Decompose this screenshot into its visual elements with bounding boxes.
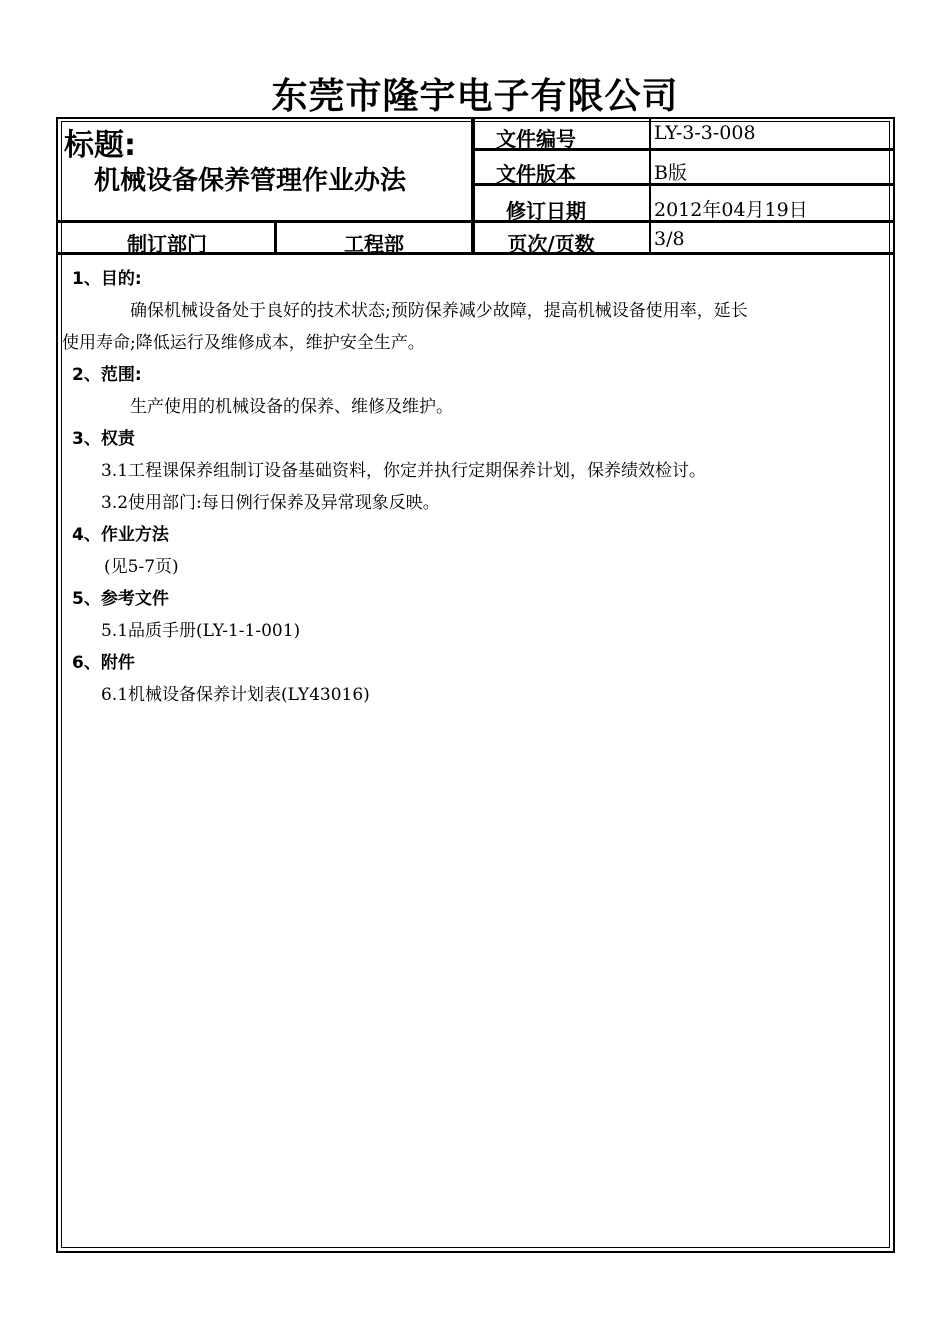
version-label: 文件版本 bbox=[496, 162, 576, 186]
section-5-heading: 5、参考文件 bbox=[72, 589, 169, 609]
version-value: B版 bbox=[654, 162, 687, 184]
section-1-line-2: 使用寿命;降低运行及维修成本，维护安全生产。 bbox=[62, 333, 425, 353]
dept-value: 工程部 bbox=[344, 232, 404, 256]
section-3-item-2: 3.2使用部门:每日例行保养及异常现象反映。 bbox=[101, 493, 440, 513]
section-6-item-1: 6.1机械设备保养计划表(LY43016) bbox=[101, 685, 370, 705]
document-title: 机械设备保养管理作业办法 bbox=[94, 166, 407, 196]
revise-date-value: 2012年04月19日 bbox=[654, 199, 808, 221]
section-2-line-1: 生产使用的机械设备的保养、维修及维护。 bbox=[130, 397, 453, 417]
title-label: 标题: bbox=[64, 128, 136, 163]
section-6-heading: 6、附件 bbox=[72, 653, 135, 673]
section-3-heading: 3、权责 bbox=[72, 429, 135, 449]
doc-no-value: LY-3-3-008 bbox=[654, 122, 756, 144]
section-2-heading: 2、范围: bbox=[72, 365, 142, 385]
page-value: 3/8 bbox=[654, 228, 685, 250]
dept-label: 制订部门 bbox=[127, 232, 207, 256]
section-4-line-1: (见5-7页) bbox=[104, 557, 179, 577]
revise-date-label: 修订日期 bbox=[506, 199, 586, 223]
doc-no-label: 文件编号 bbox=[496, 127, 576, 151]
section-4-heading: 4、作业方法 bbox=[72, 525, 169, 545]
section-1-line-1: 确保机械设备处于良好的技术状态;预防保养减少故障，提高机械设备使用率，延长 bbox=[130, 301, 748, 321]
company-name: 东莞市隆宇电子有限公司 bbox=[271, 76, 679, 117]
section-3-item-1: 3.1工程课保养组制订设备基础资料，你定并执行定期保养计划，保养绩效检讨。 bbox=[101, 461, 707, 481]
section-1-heading: 1、目的: bbox=[72, 269, 142, 289]
page-label: 页次/页数 bbox=[507, 232, 595, 256]
section-5-item-1: 5.1品质手册(LY-1-1-001) bbox=[101, 621, 301, 641]
